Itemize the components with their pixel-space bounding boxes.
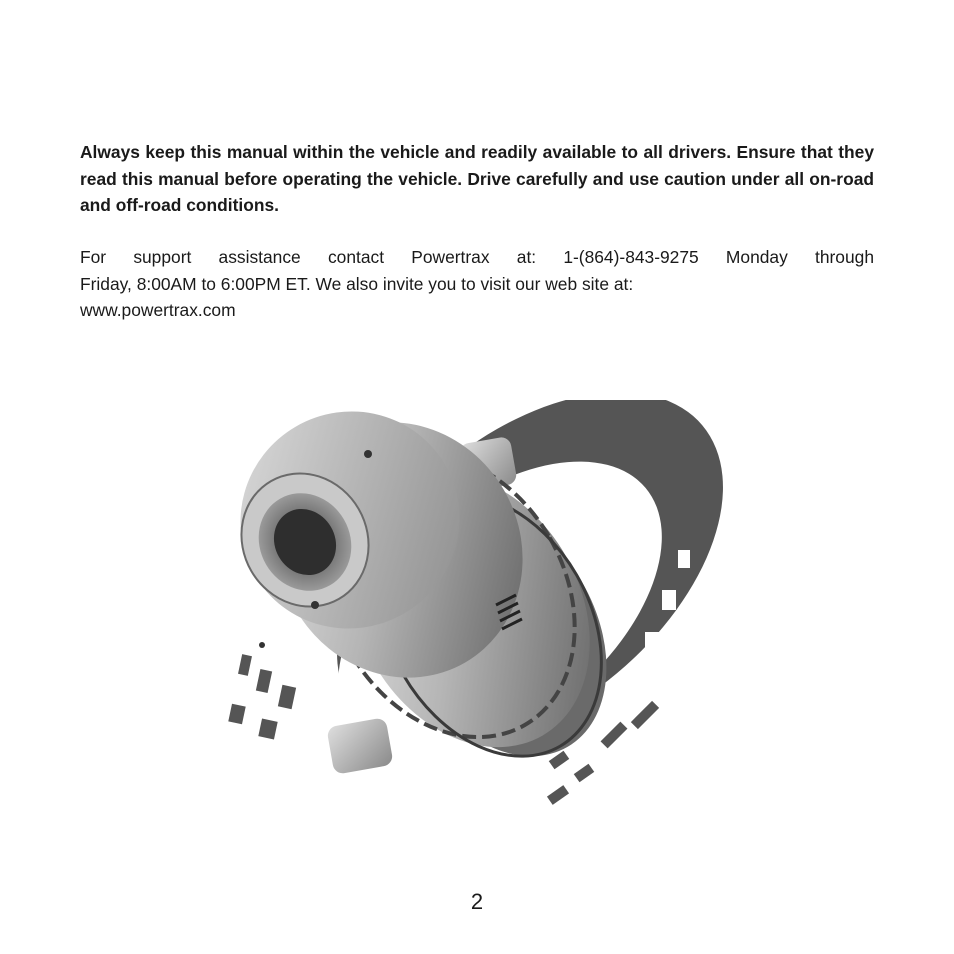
support-line-1: For support assistance contact Powertrax at: 1-(864)-843-9275 Monday through (80, 247, 874, 267)
product-illustration (200, 400, 760, 870)
page-number: 2 (470, 889, 484, 914)
support-paragraph (80, 244, 874, 324)
support-line-2: Friday, 8:00AM to 6:00PM ET. We also invite you to visit our web site at: (80, 273, 634, 294)
warning-paragraph: Always keep this manual within the vehicle and readily available to all drivers. Ensure that they read this manual before operating the vehicle. Drive carefully and use caution under all on-road and off-road conditions. (80, 142, 874, 215)
website-link[interactable]: www.powertrax.com (80, 300, 236, 320)
